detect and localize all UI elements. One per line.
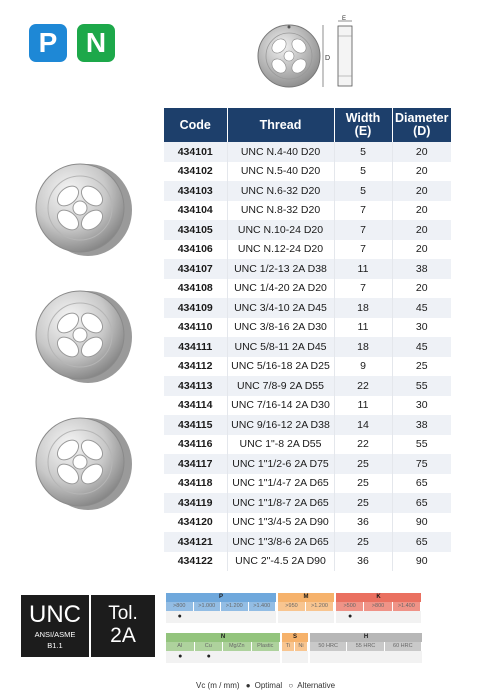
material-sub-label: 50 HRC xyxy=(310,642,347,651)
cell-thread: UNC 9/16-12 2A D38 xyxy=(227,415,334,435)
cell-code: 434110 xyxy=(164,318,227,338)
standard-box xyxy=(21,595,89,657)
material-mark: ● xyxy=(178,653,183,660)
die-dimension-diagram xyxy=(253,14,373,94)
tolerance-box xyxy=(91,595,155,657)
header-diameter xyxy=(392,108,451,142)
material-group-s xyxy=(282,633,308,663)
legend-alternative-icon: ○ xyxy=(288,681,294,690)
standard-norm-1: ANSI/ASME xyxy=(34,630,76,639)
material-sub-label: 55 HRC xyxy=(347,642,384,651)
material-sub-label: >950 xyxy=(278,602,306,611)
cell-thread: UNC 1"3/4-5 2A D90 xyxy=(227,513,334,533)
cell-thread: UNC 5/16-18 2A D25 xyxy=(227,357,334,377)
cell-diameter: 45 xyxy=(392,337,451,357)
table-row xyxy=(164,142,451,162)
cell-thread: UNC 1"3/8-6 2A D65 xyxy=(227,532,334,552)
material-mark xyxy=(252,651,281,663)
cell-code: 434112 xyxy=(164,357,227,377)
tolerance-label: Tol. xyxy=(108,603,138,624)
material-mark xyxy=(249,611,277,623)
material-mark xyxy=(306,611,334,623)
table-row xyxy=(164,337,451,357)
material-group-n xyxy=(166,633,280,663)
table-row xyxy=(164,162,451,182)
material-mark xyxy=(310,651,347,663)
cell-thread: UNC 2"-4.5 2A D90 xyxy=(227,552,334,572)
cell-width: 5 xyxy=(334,142,392,162)
table-row xyxy=(164,318,451,338)
cell-code: 434107 xyxy=(164,259,227,279)
cell-thread: UNC N.12-24 D20 xyxy=(227,240,334,260)
material-sub-label: Ni xyxy=(295,642,308,651)
material-sub-label: >1.400 xyxy=(393,602,421,611)
cell-diameter: 20 xyxy=(392,220,451,240)
cell-diameter: 20 xyxy=(392,240,451,260)
material-group-m xyxy=(278,593,334,623)
cell-diameter: 25 xyxy=(392,357,451,377)
cell-code: 434119 xyxy=(164,493,227,513)
material-mark: ● xyxy=(348,613,353,620)
cell-code: 434102 xyxy=(164,162,227,182)
table-row xyxy=(164,435,451,455)
material-mark xyxy=(393,611,421,623)
material-group-h xyxy=(310,633,422,663)
cell-width: 18 xyxy=(334,337,392,357)
cell-thread: UNC 1/4-20 2A D20 xyxy=(227,279,334,299)
material-mark: ● xyxy=(177,613,182,620)
material-mark xyxy=(223,651,252,663)
material-group-label: S xyxy=(282,633,308,642)
diagram-label-d: D xyxy=(325,55,331,62)
table-row xyxy=(164,474,451,494)
cell-thread: UNC 7/16-14 2A D30 xyxy=(227,396,334,416)
table-row xyxy=(164,357,451,377)
header-diameter-symbol: (D) xyxy=(413,124,431,138)
material-mark xyxy=(385,651,422,663)
cell-code: 434121 xyxy=(164,532,227,552)
table-row xyxy=(164,298,451,318)
legend-optimal-icon: ● xyxy=(245,681,251,690)
material-sub-label: >800 xyxy=(166,602,194,611)
material-sub-label: Cu xyxy=(195,642,224,651)
legend xyxy=(196,681,339,690)
material-sub-label: Plastic xyxy=(252,642,281,651)
cell-diameter: 20 xyxy=(392,162,451,182)
cell-code: 434118 xyxy=(164,474,227,494)
cell-diameter: 90 xyxy=(392,513,451,533)
header-diameter-label: Diameter xyxy=(395,111,449,125)
table-row xyxy=(164,259,451,279)
cell-width: 25 xyxy=(334,454,392,474)
material-mark xyxy=(282,651,295,663)
material-sub-label: >500 xyxy=(336,602,364,611)
cell-width: 36 xyxy=(334,513,392,533)
cell-diameter: 30 xyxy=(392,396,451,416)
material-grid-top xyxy=(166,593,423,623)
cell-thread: UNC 7/8-9 2A D55 xyxy=(227,376,334,396)
cell-diameter: 30 xyxy=(392,318,451,338)
cell-width: 36 xyxy=(334,552,392,572)
material-mark xyxy=(347,651,384,663)
cell-width: 7 xyxy=(334,279,392,299)
material-sub-label: >800 xyxy=(364,602,392,611)
material-sub-label: >1.000 xyxy=(194,602,222,611)
standard-norm-2: B1.1 xyxy=(47,641,63,650)
cell-diameter: 20 xyxy=(392,142,451,162)
material-mark xyxy=(295,651,308,663)
cell-width: 7 xyxy=(334,220,392,240)
material-sub-label: Ti xyxy=(282,642,295,651)
cell-diameter: 65 xyxy=(392,493,451,513)
cell-code: 434117 xyxy=(164,454,227,474)
cell-code: 434104 xyxy=(164,201,227,221)
material-group-label: H xyxy=(310,633,422,642)
thread-die-image xyxy=(32,158,132,258)
cell-code: 434114 xyxy=(164,396,227,416)
cell-diameter: 65 xyxy=(392,474,451,494)
cell-code: 434122 xyxy=(164,552,227,572)
product-badge-p: P xyxy=(29,24,67,62)
spec-table xyxy=(164,108,451,571)
cell-thread: UNC 3/4-10 2A D45 xyxy=(227,298,334,318)
table-row xyxy=(164,396,451,416)
thread-die-image xyxy=(32,412,132,512)
cell-width: 18 xyxy=(334,298,392,318)
header-code: Code xyxy=(164,108,227,142)
cell-width: 7 xyxy=(334,240,392,260)
header-width-symbol: (E) xyxy=(354,124,372,138)
cell-thread: UNC 1"1/8-7 2A D65 xyxy=(227,493,334,513)
header-width xyxy=(334,108,392,142)
cell-code: 434105 xyxy=(164,220,227,240)
table-row xyxy=(164,279,451,299)
cell-diameter: 20 xyxy=(392,201,451,221)
cell-width: 14 xyxy=(334,415,392,435)
material-group-label: K xyxy=(336,593,421,602)
table-row xyxy=(164,220,451,240)
material-mark xyxy=(364,611,392,623)
cell-code: 434101 xyxy=(164,142,227,162)
table-row xyxy=(164,454,451,474)
cell-thread: UNC N.4-40 D20 xyxy=(227,142,334,162)
material-sub-label: >1.200 xyxy=(306,602,334,611)
cell-diameter: 65 xyxy=(392,532,451,552)
material-sub-label: >1.200 xyxy=(221,602,249,611)
cell-code: 434115 xyxy=(164,415,227,435)
header-width-label: Width xyxy=(345,111,381,125)
cell-width: 11 xyxy=(334,259,392,279)
material-group-p xyxy=(166,593,276,623)
table-row xyxy=(164,415,451,435)
header-thread: Thread xyxy=(227,108,334,142)
tolerance-value: 2A xyxy=(110,624,136,647)
table-header-row xyxy=(164,108,451,142)
cell-diameter: 20 xyxy=(392,181,451,201)
cell-code: 434109 xyxy=(164,298,227,318)
legend-alternative: Alternative xyxy=(297,681,336,690)
material-sub-label: Mg/Zn xyxy=(223,642,252,651)
legend-vc: Vc (m / mm) xyxy=(196,681,240,690)
product-badge-n: N xyxy=(77,24,115,62)
cell-width: 25 xyxy=(334,474,392,494)
material-sub-label: >1.400 xyxy=(249,602,277,611)
cell-thread: UNC 1"1/2-6 2A D75 xyxy=(227,454,334,474)
cell-thread: UNC 1"-8 2A D55 xyxy=(227,435,334,455)
cell-width: 25 xyxy=(334,493,392,513)
cell-code: 434108 xyxy=(164,279,227,299)
cell-width: 5 xyxy=(334,181,392,201)
material-mark xyxy=(194,611,222,623)
material-mark: ● xyxy=(206,653,211,660)
cell-width: 22 xyxy=(334,376,392,396)
cell-code: 434120 xyxy=(164,513,227,533)
material-mark xyxy=(278,611,306,623)
material-group-label: N xyxy=(166,633,280,642)
cell-diameter: 20 xyxy=(392,279,451,299)
spec-table-body xyxy=(164,142,451,571)
cell-width: 11 xyxy=(334,318,392,338)
table-row xyxy=(164,493,451,513)
table-row xyxy=(164,201,451,221)
cell-diameter: 90 xyxy=(392,552,451,572)
material-mark xyxy=(221,611,249,623)
table-row xyxy=(164,513,451,533)
material-sub-label: 60 HRC xyxy=(385,642,422,651)
cell-thread: UNC N.8-32 D20 xyxy=(227,201,334,221)
table-row xyxy=(164,552,451,572)
material-group-label: P xyxy=(166,593,276,602)
table-row xyxy=(164,181,451,201)
cell-thread: UNC N.10-24 D20 xyxy=(227,220,334,240)
cell-diameter: 55 xyxy=(392,376,451,396)
material-group-label: M xyxy=(278,593,334,602)
thread-die-image xyxy=(32,285,132,385)
table-row xyxy=(164,532,451,552)
cell-width: 9 xyxy=(334,357,392,377)
cell-thread: UNC N.5-40 D20 xyxy=(227,162,334,182)
legend-optimal: Optimal xyxy=(254,681,283,690)
material-group-k xyxy=(336,593,421,623)
cell-width: 5 xyxy=(334,162,392,182)
cell-thread: UNC N.6-32 D20 xyxy=(227,181,334,201)
cell-diameter: 38 xyxy=(392,415,451,435)
cell-thread: UNC 5/8-11 2A D45 xyxy=(227,337,334,357)
standard-name: UNC xyxy=(29,601,81,628)
cell-diameter: 75 xyxy=(392,454,451,474)
material-sub-label: Al xyxy=(166,642,195,651)
cell-code: 434106 xyxy=(164,240,227,260)
diagram-label-e: E xyxy=(342,16,347,22)
cell-thread: UNC 3/8-16 2A D30 xyxy=(227,318,334,338)
cell-code: 434111 xyxy=(164,337,227,357)
cell-diameter: 55 xyxy=(392,435,451,455)
cell-thread: UNC 1/2-13 2A D38 xyxy=(227,259,334,279)
cell-width: 22 xyxy=(334,435,392,455)
table-row xyxy=(164,240,451,260)
cell-code: 434116 xyxy=(164,435,227,455)
cell-code: 434103 xyxy=(164,181,227,201)
cell-diameter: 38 xyxy=(392,259,451,279)
cell-width: 11 xyxy=(334,396,392,416)
table-row xyxy=(164,376,451,396)
material-grid-bottom xyxy=(166,633,424,663)
cell-thread: UNC 1"1/4-7 2A D65 xyxy=(227,474,334,494)
cell-width: 7 xyxy=(334,201,392,221)
cell-code: 434113 xyxy=(164,376,227,396)
cell-diameter: 45 xyxy=(392,298,451,318)
cell-width: 25 xyxy=(334,532,392,552)
